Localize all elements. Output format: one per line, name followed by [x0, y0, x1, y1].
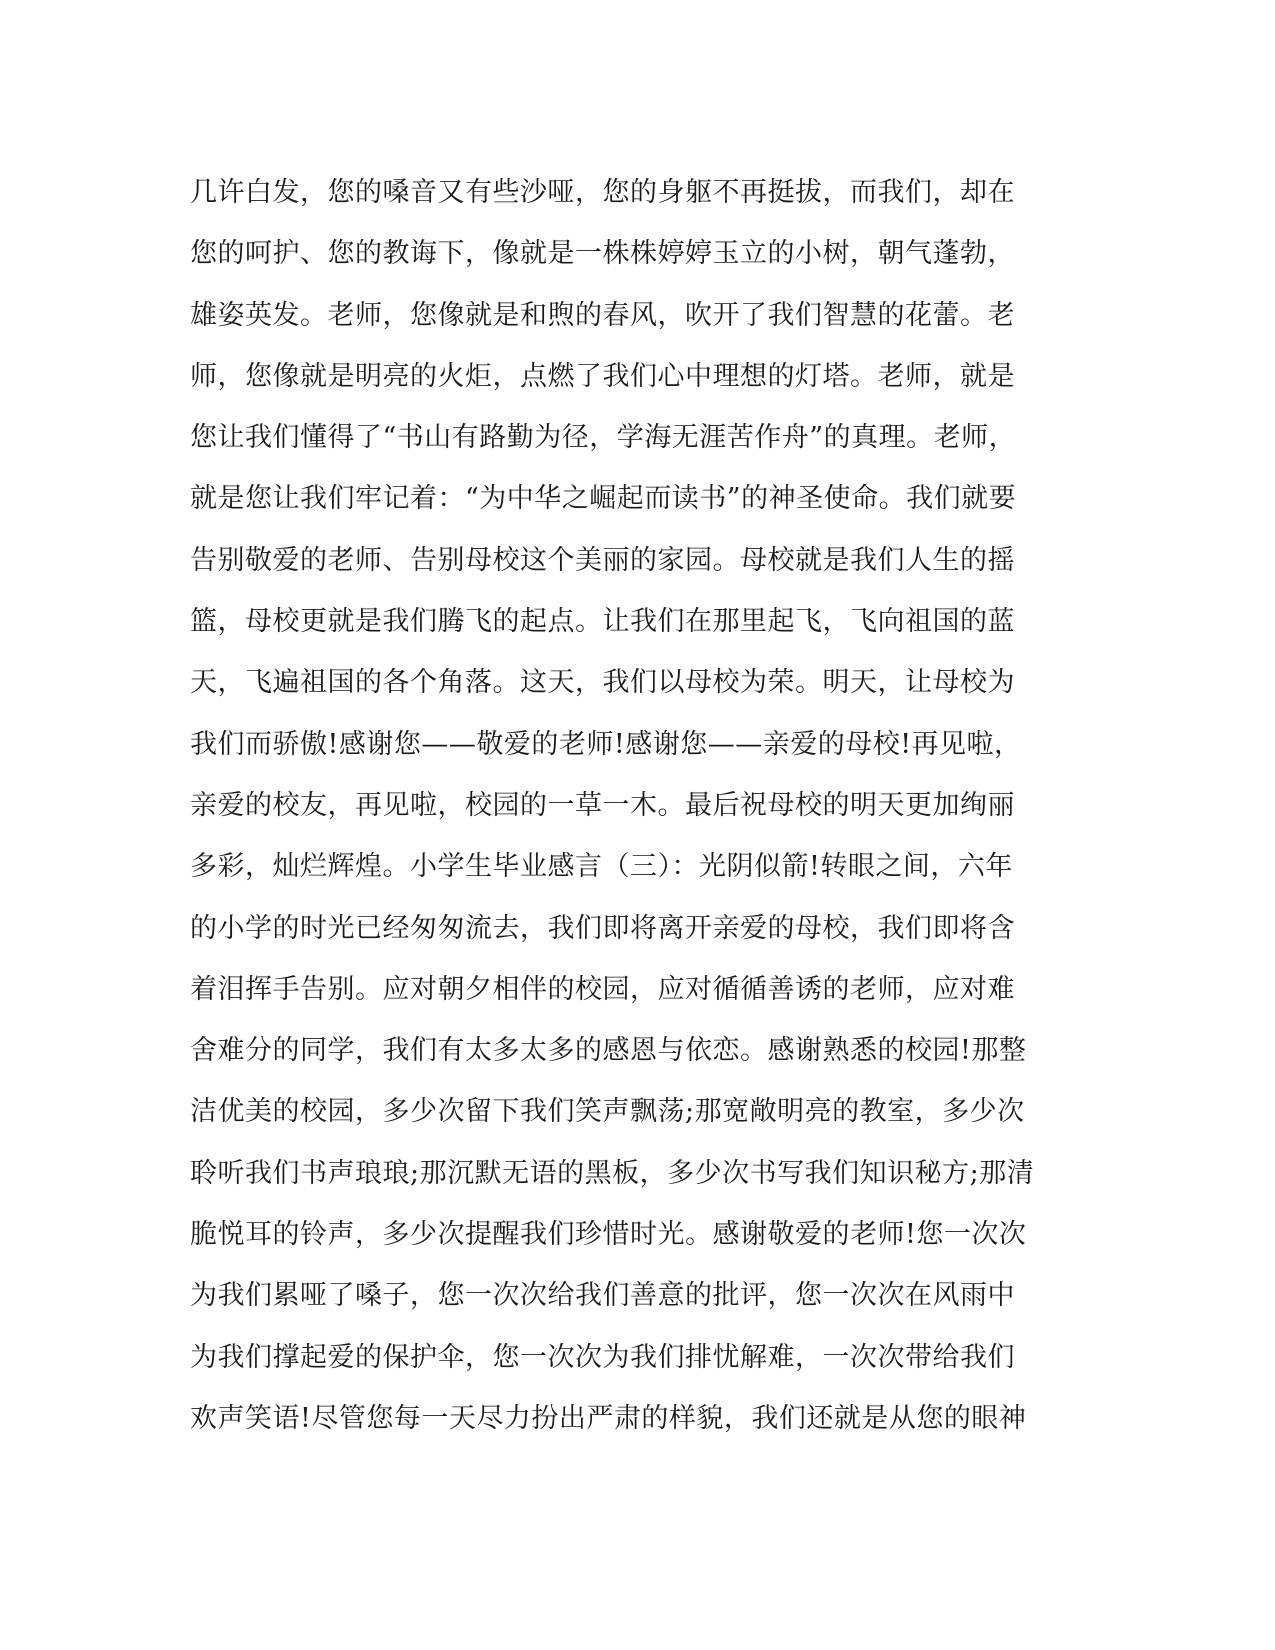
- text-line: 篮，母校更就是我们腾飞的起点。让我们在那里起飞，飞向祖国的蓝: [190, 606, 1015, 638]
- text-line: 天，飞遍祖国的各个角落。这天，我们以母校为荣。明天，让母校为: [190, 667, 1015, 699]
- text-line: 您让我们懂得了“书山有路勤为径，学海无涯苦作舟”的真理。老师，: [190, 422, 1017, 454]
- text-line: 多彩，灿烂辉煌。小学生毕业感言（三）：光阴似箭!转眼之间，六年: [190, 851, 1013, 883]
- text-line: 您的呵护、您的教诲下，像就是一株株婷婷玉立的小树，朝气蓬勃，: [190, 238, 1015, 270]
- body-text: [190, 162, 1090, 1449]
- text-line: 欢声笑语!尽管您每一天尽力扮出严肃的样貌，我们还就是从您的眼神: [190, 1402, 1027, 1434]
- text-line: 为我们累哑了嗓子，您一次次给我们善意的批评，您一次次在风雨中: [190, 1280, 1015, 1312]
- text-line: 洁优美的校园，多少次留下我们笑声飘荡;那宽敞明亮的教室，多少次: [190, 1096, 1025, 1128]
- text-line: 为我们撑起爱的保护伞，您一次次为我们排忧解难，一次次带给我们: [190, 1341, 1015, 1373]
- text-line: 师，您像就是明亮的火炬，点燃了我们心中理想的灯塔。老师，就是: [190, 360, 1015, 392]
- text-line: 几许白发，您的嗓音又有些沙哑，您的身躯不再挺拔，而我们，却在: [190, 177, 1015, 208]
- text-line: 聆听我们书声琅琅;那沉默无语的黑板，多少次书写我们知识秘方;那清: [190, 1157, 1035, 1189]
- text-line: 就是您让我们牢记着：“为中华之崛起而读书”的神圣使命。我们就要: [190, 483, 1017, 515]
- text-line: 舍难分的同学，我们有太多太多的感恩与依恋。感谢熟悉的校园!那整: [190, 1035, 1027, 1067]
- text-line: 我们而骄傲!感谢您——敬爱的老师!感谢您——亲爱的母校!再见啦，: [190, 728, 1022, 760]
- text-line: 亲爱的校友，再见啦，校园的一草一木。最后祝母校的明天更加绚丽: [190, 789, 1015, 821]
- text-line: 的小学的时光已经匆匆流去，我们即将离开亲爱的母校，我们即将含: [190, 912, 1015, 944]
- text-line: 脆悦耳的铃声，多少次提醒我们珍惜时光。感谢敬爱的老师!您一次次: [190, 1219, 1027, 1251]
- text-line: 着泪挥手告别。应对朝夕相伴的校园，应对循循善诱的老师，应对难: [190, 973, 1015, 1005]
- text-line: 雄姿英发。老师，您像就是和煦的春风，吹开了我们智慧的花蕾。老: [190, 299, 1015, 331]
- text-line: 告别敬爱的老师、告别母校这个美丽的家园。母校就是我们人生的摇: [190, 544, 1015, 576]
